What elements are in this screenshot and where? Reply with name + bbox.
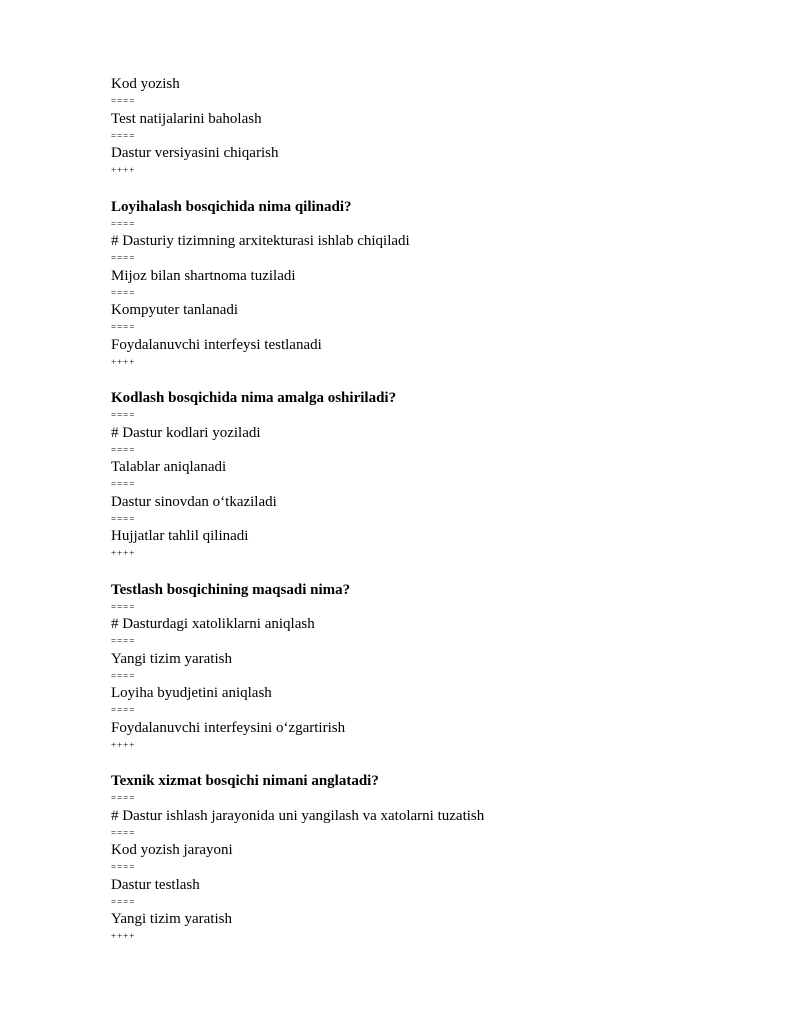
option-separator: ====: [111, 253, 136, 263]
answer-option: Dastur sinovdan o‘tkaziladi: [111, 493, 277, 510]
option-separator: ====: [111, 636, 136, 646]
answer-option: Kod yozish jarayoni: [111, 842, 233, 858]
question-block: [111, 580, 751, 753]
answer-option: Yangi tizim yaratish: [111, 650, 232, 667]
answer-option: Hujjatlar tahlil qilinadi: [111, 528, 249, 544]
option-separator: ====: [111, 410, 136, 420]
question-text: Texnik xizmat bosqichi nimani anglatadi?: [111, 773, 379, 789]
correct-answer-option: # Dastur ishlash jarayonida uni yangilash va xatolarni tuzatish: [111, 807, 485, 824]
correct-answer-option: # Dastur kodlari yoziladi: [111, 424, 261, 441]
answer-option: Foydalanuvchi interfeysi testlanadi: [111, 336, 322, 353]
question-block: [111, 771, 751, 944]
option-separator: ====: [111, 322, 136, 332]
option-separator: ====: [111, 705, 136, 715]
document-page: [111, 74, 751, 944]
answer-option: Foydalanuvchi interfeysini o‘zgartirish: [111, 719, 346, 736]
question-end-separator: ++++: [111, 165, 136, 175]
question-block: [111, 197, 751, 370]
option-separator: ====: [111, 130, 136, 141]
option-separator: ====: [111, 601, 136, 612]
question-end-separator: ++++: [111, 739, 136, 750]
answer-option: Kod yozish: [111, 76, 180, 92]
answer-option: Mijoz bilan shartnoma tuziladi: [111, 267, 296, 284]
question-text: Kodlash bosqichida nima amalga oshiriladi?: [111, 390, 397, 406]
option-separator: ====: [111, 444, 136, 455]
question-end-separator: ++++: [111, 548, 136, 558]
question-text: Loyihalash bosqichida nima qilinadi?: [111, 198, 352, 215]
option-separator: ====: [111, 862, 136, 872]
option-separator: ====: [111, 827, 136, 838]
question-text: Testlash bosqichining maqsadi nima?: [111, 581, 351, 598]
option-separator: ====: [111, 218, 136, 229]
intro-block: [111, 74, 751, 178]
answer-option: Dastur versiyasini chiqarish: [111, 145, 279, 161]
correct-answer-option: # Dasturiy tizimning arxitekturasi ishlab chiqiladi: [111, 233, 410, 249]
answer-option: Kompyuter tanlanadi: [111, 302, 239, 318]
question-end-separator: ++++: [111, 356, 136, 367]
answer-option: Yangi tizim yaratish: [111, 911, 232, 927]
option-separator: ====: [111, 793, 136, 803]
option-separator: ====: [111, 670, 136, 681]
answer-option: Talablar aniqlanadi: [111, 459, 227, 475]
option-separator: ====: [111, 96, 136, 106]
correct-answer-option: # Dasturdagi xatoliklarni aniqlash: [111, 616, 315, 632]
answer-option: Test natijalarini baholash: [111, 110, 262, 127]
answer-option: Dastur testlash: [111, 876, 200, 893]
question-end-separator: ++++: [111, 931, 136, 941]
question-block: [111, 388, 751, 561]
option-separator: ====: [111, 287, 136, 298]
option-separator: ====: [111, 513, 136, 524]
option-separator: ====: [111, 479, 136, 489]
answer-option: Loyiha byudjetini aniqlash: [111, 685, 272, 701]
option-separator: ====: [111, 896, 136, 907]
